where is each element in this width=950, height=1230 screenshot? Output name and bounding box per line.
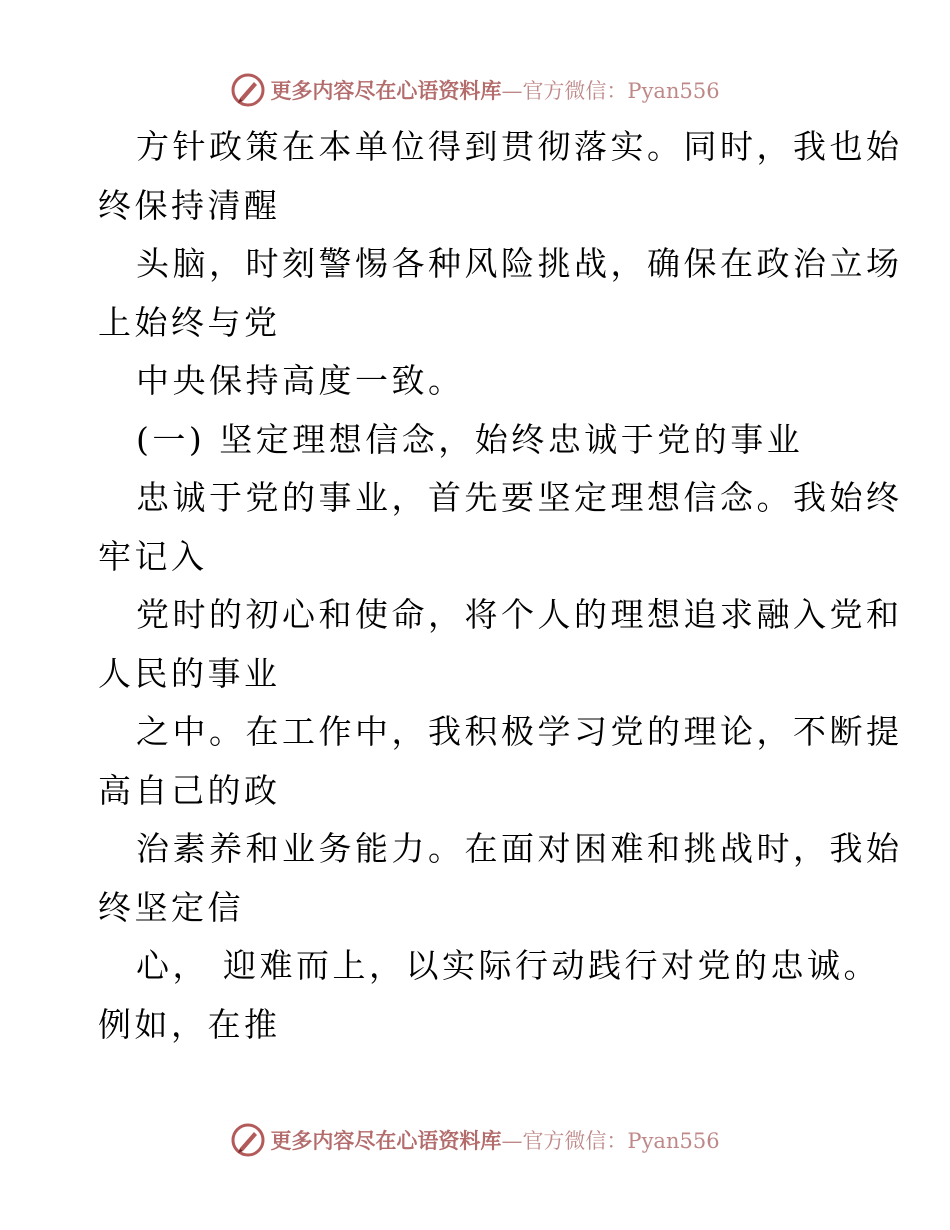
text-line: 例如，在推 — [98, 1004, 281, 1044]
watermark-text — [270, 75, 719, 105]
text-line: 忠诚于党的事业，首先要坚定理想信念。我始终 — [136, 478, 903, 517]
text-line: 人民的事业 — [98, 653, 281, 693]
text-line: 之中。在工作中，我积极学习党的理论，不断提 — [136, 712, 903, 751]
text-line: (一) 坚定理想信念，始终忠诚于党的事业 — [136, 419, 804, 459]
watermark-brand: 更多内容尽在心语资料库 — [270, 78, 502, 103]
text-line: 中央保持高度一致。 — [136, 361, 465, 400]
text-line: 终保持清醒 — [98, 185, 281, 225]
pen-logo-icon — [230, 1122, 266, 1158]
header-watermark — [0, 70, 950, 110]
text-line: 头脑，时刻警惕各种风险挑战，确保在政治立场 — [136, 244, 903, 283]
text-line: 终坚定信 — [98, 887, 244, 927]
document-body — [98, 118, 903, 1054]
text-line: 高自己的政 — [98, 770, 281, 810]
text-line: 心， 迎难而上，以实际行动践行对党的忠诚。 — [136, 946, 880, 985]
watermark-text — [270, 1125, 719, 1155]
text-line: 上始终与党 — [98, 302, 281, 342]
text-line: 牢记入 — [98, 536, 208, 576]
watermark-suffix: —官方微信：Pyan556 — [501, 79, 720, 103]
watermark-suffix: —官方微信：Pyan556 — [501, 1129, 720, 1153]
footer-watermark — [0, 1120, 950, 1160]
text-line: 党时的初心和使命，将个人的理想追求融入党和 — [136, 595, 903, 634]
text-line: 方针政策在本单位得到贯彻落实。同时，我也始 — [136, 127, 903, 166]
pen-logo-icon — [230, 72, 266, 108]
text-line: 治素养和业务能力。在面对困难和挑战时，我始 — [136, 829, 903, 868]
watermark-brand: 更多内容尽在心语资料库 — [270, 1128, 502, 1153]
